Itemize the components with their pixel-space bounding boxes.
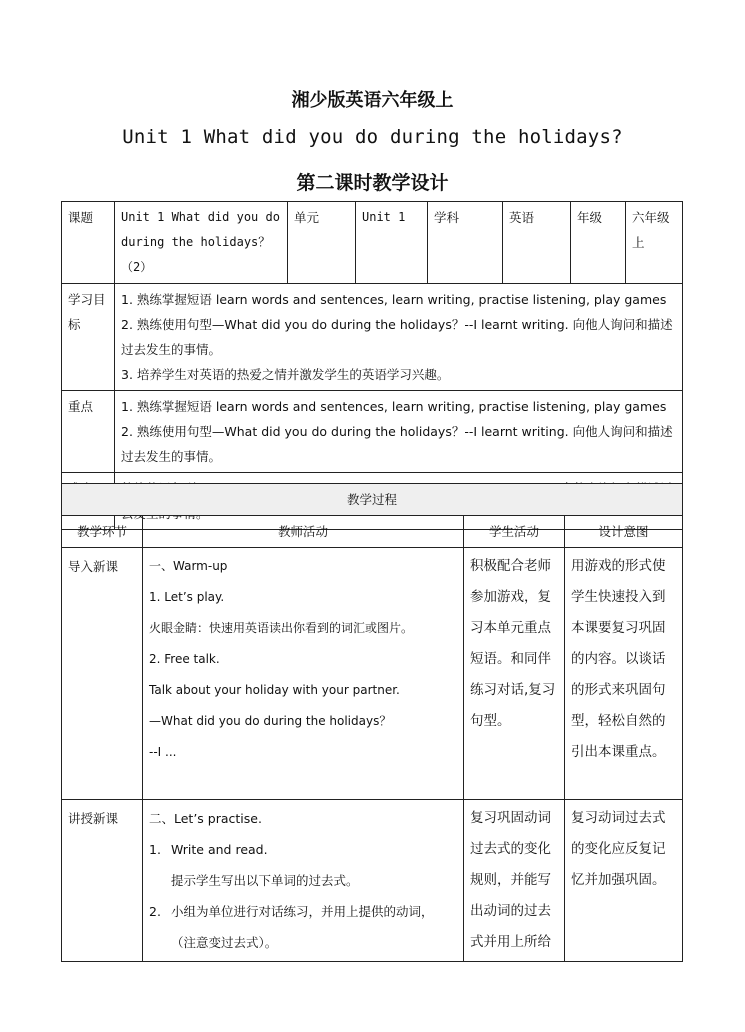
teacher-new-item: 1. Write and read. bbox=[149, 842, 268, 857]
objectives-label: 学习目标 bbox=[62, 284, 115, 391]
objective-1: 1. 熟练掌握短语 learn words and sentences, learn writing, practise listening, play games bbox=[121, 292, 667, 307]
lesson-title: 第二课时教学设计 bbox=[296, 172, 449, 194]
doc-title: 湘少版英语六年级上 bbox=[291, 90, 454, 111]
stage-intro: 导入新课 bbox=[62, 548, 143, 800]
header-student: 学生活动 bbox=[464, 516, 565, 548]
objective-3: 3. 培养学生对英语的热爱之情并激发学生的英语学习兴趣。 bbox=[121, 367, 450, 382]
student-new: 复习巩固动词过去式的变化规则，并能写出动词的过去式并用上所给 bbox=[464, 800, 565, 962]
objectives-content bbox=[115, 284, 683, 391]
subject-value: 英语 bbox=[503, 202, 571, 284]
header-intent: 设计意图 bbox=[565, 516, 683, 548]
student-intro: 积极配合老师参加游戏，复习本单元重点短语。和同伴练习对话,复习句型。 bbox=[464, 548, 565, 800]
grade-label: 年级 bbox=[571, 202, 626, 284]
teacher-intro-line: 1. Let’s play. bbox=[149, 590, 225, 604]
key-points-content bbox=[115, 391, 683, 473]
teacher-new-item: 提示学生写出以下单词的过去式。 bbox=[171, 873, 359, 888]
header-teacher: 教师活动 bbox=[143, 516, 464, 548]
unit-label: 单元 bbox=[288, 202, 356, 284]
unit-value: Unit 1 bbox=[356, 202, 428, 284]
process-header-row bbox=[62, 516, 683, 548]
key-point-1: 1. 熟练掌握短语 learn words and sentences, learn writing, practise listening, play games bbox=[121, 399, 667, 414]
teacher-new-item: （注意变过去式）。 bbox=[171, 935, 278, 950]
process-title-row bbox=[62, 484, 683, 516]
subject-label: 学科 bbox=[428, 202, 503, 284]
info-table bbox=[61, 201, 683, 530]
teacher-intro-line: 火眼金睛：快速用英语读出你看到的词汇或图片。 bbox=[149, 621, 414, 635]
key-points-row bbox=[62, 391, 683, 473]
teacher-intro-line: Talk about your holiday with your partner. bbox=[149, 683, 400, 697]
process-table bbox=[61, 483, 683, 962]
teacher-intro-line: —What did you do during the holidays？ bbox=[149, 714, 392, 728]
teacher-new-item: 2. 小组为单位进行对话练习，并用上提供的动词， bbox=[149, 904, 434, 919]
process-title: 教学过程 bbox=[62, 484, 683, 516]
intent-new: 复习动词过去式的变化应反复记忆并加强巩固。 bbox=[565, 800, 683, 962]
objectives-row bbox=[62, 284, 683, 391]
process-row-new bbox=[62, 800, 683, 962]
topic-value: Unit 1 What did you do during the holidays？（2） bbox=[115, 202, 288, 284]
header-stage: 教学环节 bbox=[62, 516, 143, 548]
stage-new: 讲授新课 bbox=[62, 800, 143, 962]
grade-value: 六年级上 bbox=[626, 202, 683, 284]
teacher-new bbox=[143, 800, 464, 962]
process-row-intro bbox=[62, 548, 683, 800]
teacher-intro-line: 2. Free talk. bbox=[149, 652, 220, 666]
teacher-new-heading: 二、Let’s practise. bbox=[149, 811, 262, 826]
teacher-intro-line: --I ... bbox=[149, 745, 177, 759]
intent-intro: 用游戏的形式使学生快速投入到本课要复习巩固的内容。以谈话的形式来巩固句型，轻松自然的引出本课重点。 bbox=[565, 548, 683, 800]
key-point-2: 2. 熟练使用句型—What did you do during the holidays？--I learnt writing. 向他人询问和描述过去发生的事情。 bbox=[121, 424, 673, 464]
key-points-label: 重点 bbox=[62, 391, 115, 473]
teacher-intro-line: 一、Warm-up bbox=[149, 559, 228, 573]
topic-label: 课题 bbox=[62, 202, 115, 284]
teacher-intro bbox=[143, 548, 464, 800]
doc-subtitle: Unit 1 What did you do during the holidays? bbox=[122, 126, 623, 148]
objective-2: 2. 熟练使用句型—What did you do during the holidays？--I learnt writing. 向他人询问和描述过去发生的事情。 bbox=[121, 317, 673, 357]
info-row bbox=[62, 202, 683, 284]
